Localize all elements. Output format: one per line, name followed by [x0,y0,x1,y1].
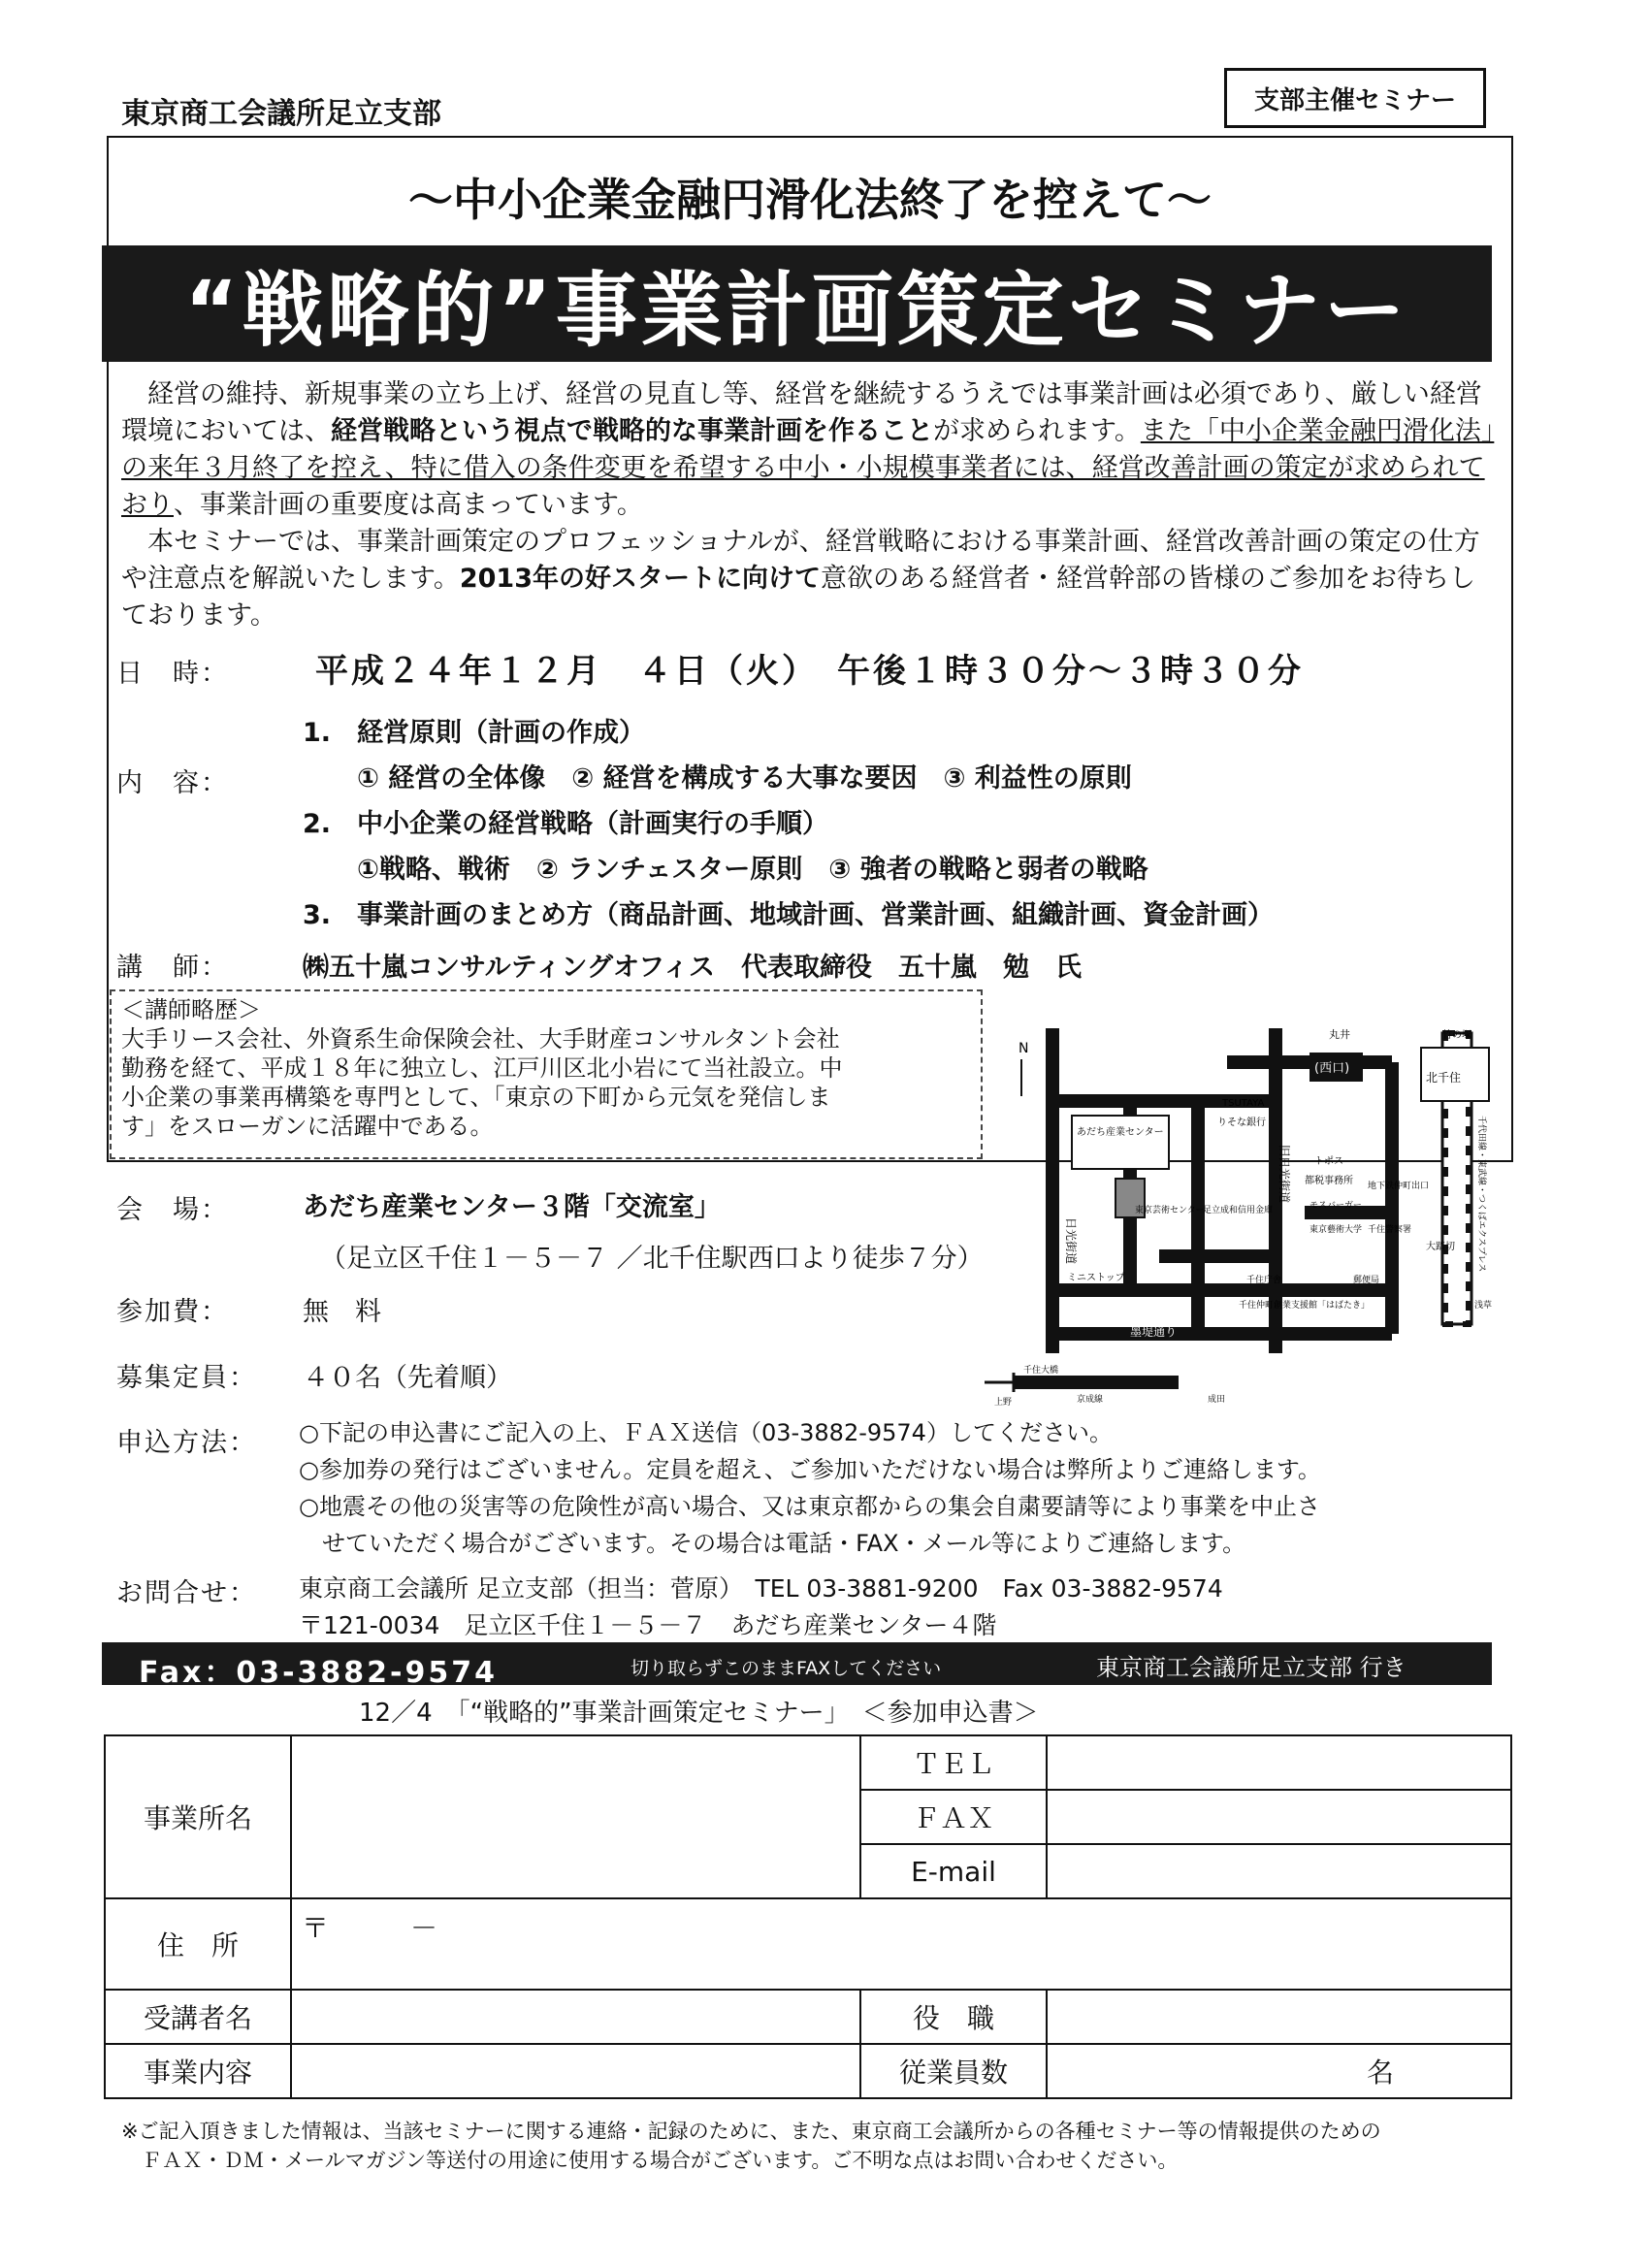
apply-item: ○参加券の発行はございません。定員を超え、ご参加いただけない場合は弊所よりご連絡します。 [299,1456,1321,1483]
footnote [121,2117,1381,2175]
apply-item: せていただく場合がございます。その場合は電話・FAX・メール等によりご連絡します。 [299,1530,1246,1557]
profile-line: 大手リース会社、外資系生命保険会社、大手財産コンサルタント会社 [121,1025,840,1053]
map-label: あだち産業センター [1077,1127,1164,1138]
map-north-label: N [1018,1041,1029,1056]
tel-field[interactable] [1047,1735,1511,1790]
profile-line: 小企業の事業再構築を専門として、「東京の下町から元気を発信しま [121,1084,831,1111]
apply-item: ○地震その他の災害等の危険性が高い場合、又は東京都からの集会自粛要請等により事業を中止さ [299,1493,1320,1520]
map-label: 都税事務所 [1305,1176,1353,1186]
venue-label: 会 場： [116,1195,229,1225]
subtitle: ～中小企業金融円滑化法終了を控えて～ [408,174,1212,226]
form-title: 12／4 「“戦略的”事業計画策定セミナー」 ＜参加申込書＞ [359,1699,1039,1728]
intro-paragraph-2: 本セミナーでは、事業計画策定のプロフェッショナルが、経営戦略における事業計画、経営改善計画の策定の仕方や注意点を解説いたします。2013年の好スタートに向けて意欲のある経営者・経営幹部の皆様のご参加をお待ちしております。 [121,527,1480,631]
contact-line-1: 東京商工会議所 足立支部（担当：菅原） TEL 03-3881-9200 Fax 03-3882-9574 [299,1574,1223,1603]
content-item-1-detail: ① 経営の全体像 ② 経営を構成する大事な要因 ③ 利益性の原則 [357,763,1132,794]
map-label: (西口) [1314,1061,1350,1076]
intro-text [121,376,1499,634]
employees-unit: 名 [1366,2057,1394,2089]
map-label: 千代田線・東武線・つくばエクスプレス [1476,1116,1486,1273]
contact-label: お問合せ： [116,1578,257,1608]
map-label: 成田 [1208,1395,1226,1405]
map-label: 千住大橋 [1023,1366,1059,1376]
access-map [985,999,1508,1411]
address-label: 住 所 [105,1898,291,1990]
content-item-2: 2. 中小企業の経営戦略（計画実行の手順） [303,809,829,839]
profile-line: す」をスローガンに活躍中である。 [121,1113,494,1140]
profile-line: 勤務を経て、平成１８年に独立し、江戸川区北小岩にて当社設立。中 [121,1054,843,1082]
datetime-label: 日 時： [116,659,229,689]
map-label: 大踏切 [1426,1242,1455,1252]
content-item-2-detail: ①戦略、戦術 ② ランチェスター原則 ③ 強者の戦略と弱者の戦略 [357,855,1148,885]
map-label: トポス [1314,1156,1343,1167]
map-label: 東京藝術大学 [1310,1225,1363,1235]
business-name-field[interactable] [291,1735,860,1898]
map-label: りそな銀行 [1217,1118,1266,1128]
tel-label: ＴＥＬ [860,1735,1047,1790]
fax-bar [102,1642,1492,1690]
fax-instruction: 切り取らずこのままFAXしてください [630,1658,942,1679]
lecturer-value: ㈱五十嵐コンサルティングオフィス 代表取締役 五十嵐 勉 氏 [303,953,1082,983]
map-label: 旧日光街道 [1277,1145,1291,1204]
fax-number: Fax：03-3882-9574 [139,1656,498,1690]
email-label: E-mail [860,1844,1047,1898]
map-label: 京成線 [1077,1395,1104,1405]
capacity-value: ４０名（先着順） [303,1363,512,1393]
content-label: 内 容： [116,768,229,798]
map-label: 北千住 [1426,1071,1462,1085]
attendee-field[interactable] [291,1990,860,2044]
map-label: モスバーガー [1310,1201,1362,1211]
email-field[interactable] [1047,1844,1511,1898]
map-label: 墨堤通り [1130,1325,1178,1339]
map-label: 浅草 [1474,1301,1493,1311]
profile-title: ＜講師略歴＞ [121,996,261,1023]
application-form [104,1734,1512,2099]
map-label: 千住警察署 [1368,1225,1412,1235]
fax-recipient: 東京商工会議所足立支部 行き [1096,1654,1406,1681]
map-label: 千住仲町創業支援館「はばたき」 [1239,1301,1371,1311]
venue-address: （足立区千住１－５－７ ／北千住駅西口より徒歩７分） [320,1244,984,1274]
map-label: 千住庁舎 [1246,1276,1282,1285]
fee-value: 無 料 [303,1297,381,1327]
content-item-3: 3. 事業計画のまとめ方（商品計画、地域計画、営業計画、組織計画、資金計画） [303,900,1275,930]
map-label: 地下鉄仲町出口 [1368,1182,1430,1191]
map-label: 郵便局 [1353,1276,1380,1285]
employees-label: 従業員数 [860,2044,1047,2098]
footnote-line: ※ご記入頂きました情報は、当該セミナーに関する連絡・記録のために、また、東京商工会議所からの各種セミナー等の情報提供のための [121,2120,1381,2143]
business-name-label: 事業所名 [105,1735,291,1898]
footnote-line: ＦＡＸ・ＤＭ・メールマガジン等送付の用途に使用する場合がございます。ご不明な点はお問い合わせください。 [121,2149,1179,2172]
contact-line-2: 〒121-0034 足立区千住１－５－７ あだち産業センター４階 [299,1611,997,1639]
map-label: 日光街道 [1064,1217,1078,1265]
capacity-label: 募集定員： [116,1363,257,1393]
business-content-field[interactable] [291,2044,860,2098]
apply-item: ○下記の申込書にご記入の上、ＦＡＸ送信（03-3882-9574）してください。 [299,1419,1113,1446]
map-label: 東京芸術センター [1135,1206,1205,1215]
page-title: “戦略的”事業計画策定セミナー [102,245,1492,362]
map-label: ミニストップ [1067,1273,1125,1283]
map-label: 竹の塚 [1442,1030,1471,1041]
employees-field[interactable] [1047,2044,1511,2098]
map-label: TSUTAYA [1222,1098,1265,1109]
map-label: 丸井 [1329,1028,1350,1041]
fee-label: 参加費： [116,1297,229,1327]
apply-list [299,1414,1321,1562]
content-item-1: 1. 経営原則（計画の作成） [303,718,646,748]
venue-value: あだち産業センター３階「交流室」 [303,1192,721,1222]
fax-label: ＦＡＸ [860,1790,1047,1844]
attendee-label: 受講者名 [105,1990,291,2044]
organizer-name: 東京商工会議所足立支部 [121,97,441,131]
lecturer-label: 講 師： [116,953,229,983]
lecturer-profile [110,989,983,1159]
intro-paragraph-1: 経営の維持、新規事業の立ち上げ、経営の見直し等、経営を継続するうえでは事業計画は必須であり、厳しい経営環境においては、経営戦略という視点で戦略的な事業計画を作ることが求められます。また「中小企業金融円滑化法」の来年３月終了を控え、特に借入の条件変更を希望する中小・小規模事業者には、経営改善計画の策定が求められており、事業計画の重要度は高まっています。 [121,379,1495,520]
business-content-label: 事業内容 [105,2044,291,2098]
apply-label: 申込方法： [116,1428,257,1458]
postal-mark: 〒 － [302,1912,438,1944]
seminar-badge: 支部主催セミナー [1224,68,1486,128]
position-label: 役 職 [860,1990,1047,2044]
datetime-value: 平成２４年１２月 ４日（火） 午後１時３０分～３時３０分 [315,652,1304,691]
fax-field[interactable] [1047,1790,1511,1844]
map-label: 足立成和信用金庫 [1203,1206,1274,1215]
position-field[interactable] [1047,1990,1511,2044]
map-label: 上野 [994,1398,1013,1408]
address-field[interactable] [291,1898,1511,1990]
